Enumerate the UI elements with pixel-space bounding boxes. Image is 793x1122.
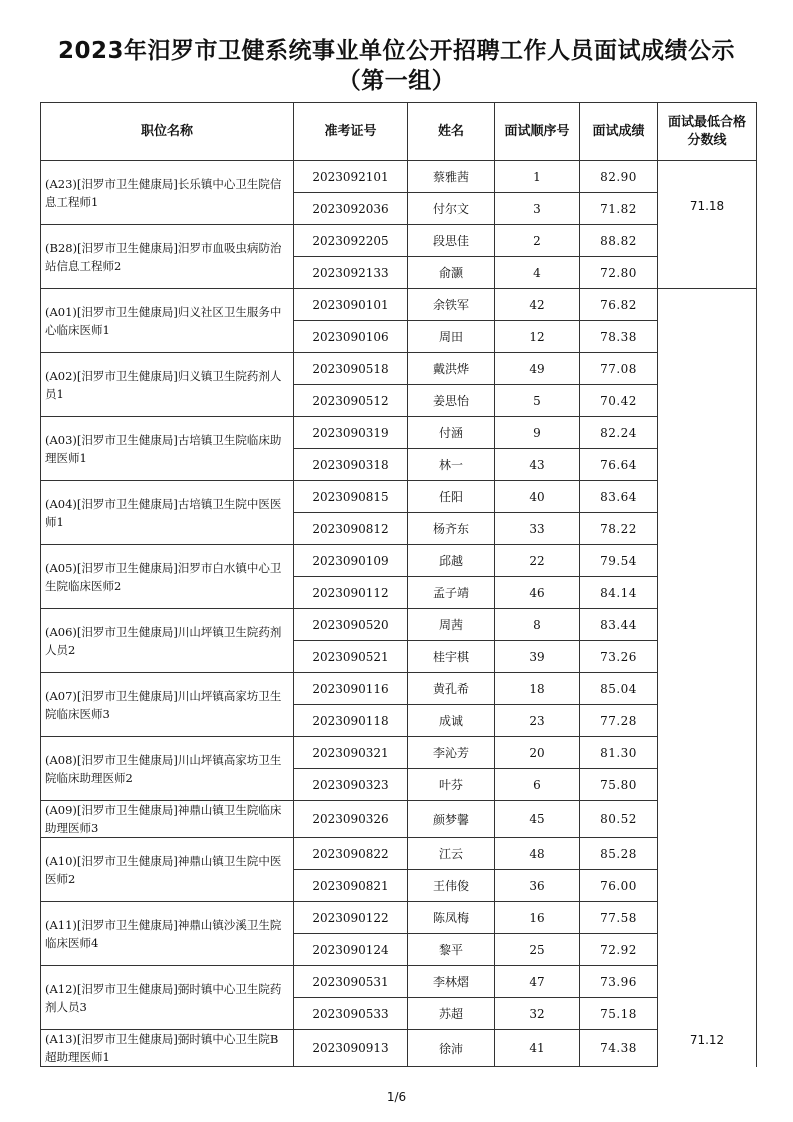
score-cell: 70.42	[580, 385, 658, 417]
order-cell: 36	[495, 870, 580, 902]
header-order: 面试顺序号	[495, 103, 580, 161]
name-cell: 黎平	[408, 934, 495, 966]
exam-no-cell: 2023090326	[294, 801, 408, 838]
name-cell: 任阳	[408, 481, 495, 513]
exam-no-cell: 2023090118	[294, 705, 408, 737]
order-cell: 48	[495, 838, 580, 870]
name-cell: 周田	[408, 321, 495, 353]
table-row	[41, 417, 757, 449]
exam-no-cell: 2023090521	[294, 641, 408, 673]
score-cell: 79.54	[580, 545, 658, 577]
name-cell: 邱越	[408, 545, 495, 577]
min-score-cell: 71.12	[658, 289, 757, 1067]
name-cell: 付涵	[408, 417, 495, 449]
score-cell: 85.28	[580, 838, 658, 870]
exam-no-cell: 2023090821	[294, 870, 408, 902]
table-row	[41, 673, 757, 705]
table-row	[41, 481, 757, 513]
score-cell: 73.96	[580, 966, 658, 998]
order-cell: 23	[495, 705, 580, 737]
name-cell: 姜思怡	[408, 385, 495, 417]
exam-no-cell: 2023090531	[294, 966, 408, 998]
position-cell: (A09)[汨罗市卫生健康局]神鼎山镇卫生院临床助理医师3	[41, 801, 294, 838]
exam-no-cell: 2023090323	[294, 769, 408, 801]
header-exam-no: 准考证号	[294, 103, 408, 161]
table-body	[41, 161, 757, 1067]
score-cell: 78.22	[580, 513, 658, 545]
order-cell: 45	[495, 801, 580, 838]
score-cell: 76.64	[580, 449, 658, 481]
name-cell: 段思佳	[408, 225, 495, 257]
header-score: 面试成绩	[580, 103, 658, 161]
exam-no-cell: 2023090815	[294, 481, 408, 513]
order-cell: 5	[495, 385, 580, 417]
table-row	[41, 353, 757, 385]
exam-no-cell: 2023090812	[294, 513, 408, 545]
order-cell: 49	[495, 353, 580, 385]
exam-no-cell: 2023092101	[294, 161, 408, 193]
position-cell: (A06)[汨罗市卫生健康局]川山坪镇卫生院药剂人员2	[41, 609, 294, 673]
page-number: 1/6	[386, 1090, 407, 1104]
name-cell: 桂宇棋	[408, 641, 495, 673]
position-cell: (A12)[汨罗市卫生健康局]弼时镇中心卫生院药剂人员3	[41, 966, 294, 1030]
min-score-cell: 71.18	[658, 161, 757, 289]
table-row	[41, 289, 757, 321]
order-cell: 16	[495, 902, 580, 934]
header-min-score: 面试最低合格分数线	[658, 103, 757, 161]
order-cell: 18	[495, 673, 580, 705]
name-cell: 黄孔希	[408, 673, 495, 705]
name-cell: 颜梦馨	[408, 801, 495, 838]
exam-no-cell: 2023090101	[294, 289, 408, 321]
order-cell: 46	[495, 577, 580, 609]
exam-no-cell: 2023090321	[294, 737, 408, 769]
name-cell: 苏超	[408, 998, 495, 1030]
page-title: 2023年汨罗市卫健系统事业单位公开招聘工作人员面试成绩公示	[57, 38, 735, 64]
exam-no-cell: 2023090106	[294, 321, 408, 353]
name-cell: 戴洪烨	[408, 353, 495, 385]
exam-no-cell: 2023090319	[294, 417, 408, 449]
name-cell: 俞灏	[408, 257, 495, 289]
table-row	[41, 1030, 757, 1067]
header-row	[41, 103, 757, 161]
order-cell: 20	[495, 737, 580, 769]
order-cell: 41	[495, 1030, 580, 1067]
order-cell: 3	[495, 193, 580, 225]
score-cell: 75.18	[580, 998, 658, 1030]
position-cell: (A11)[汨罗市卫生健康局]神鼎山镇沙溪卫生院临床医师4	[41, 902, 294, 966]
order-cell: 32	[495, 998, 580, 1030]
exam-no-cell: 2023092133	[294, 257, 408, 289]
position-cell: (A03)[汨罗市卫生健康局]古培镇卫生院临床助理医师1	[41, 417, 294, 481]
table-row	[41, 609, 757, 641]
exam-no-cell: 2023092036	[294, 193, 408, 225]
name-cell: 叶芬	[408, 769, 495, 801]
exam-no-cell: 2023090124	[294, 934, 408, 966]
name-cell: 杨齐东	[408, 513, 495, 545]
score-cell: 83.44	[580, 609, 658, 641]
name-cell: 蔡雅茜	[408, 161, 495, 193]
table-row	[41, 225, 757, 257]
header-position: 职位名称	[41, 103, 294, 161]
name-cell: 王伟俊	[408, 870, 495, 902]
score-cell: 72.92	[580, 934, 658, 966]
score-cell: 72.80	[580, 257, 658, 289]
name-cell: 成诚	[408, 705, 495, 737]
score-cell: 73.26	[580, 641, 658, 673]
position-cell: (A01)[汨罗市卫生健康局]归义社区卫生服务中心临床医师1	[41, 289, 294, 353]
score-cell: 78.38	[580, 321, 658, 353]
exam-no-cell: 2023090122	[294, 902, 408, 934]
name-cell: 付尔文	[408, 193, 495, 225]
order-cell: 6	[495, 769, 580, 801]
name-cell: 孟子靖	[408, 577, 495, 609]
score-cell: 80.52	[580, 801, 658, 838]
score-cell: 82.24	[580, 417, 658, 449]
position-cell: (A10)[汨罗市卫生健康局]神鼎山镇卫生院中医医师2	[41, 838, 294, 902]
header-name: 姓名	[408, 103, 495, 161]
results-table	[40, 102, 757, 1067]
position-cell: (A08)[汨罗市卫生健康局]川山坪镇高家坊卫生院临床助理医师2	[41, 737, 294, 801]
table-row	[41, 801, 757, 838]
exam-no-cell: 2023090518	[294, 353, 408, 385]
name-cell: 林一	[408, 449, 495, 481]
order-cell: 1	[495, 161, 580, 193]
score-cell: 83.64	[580, 481, 658, 513]
name-cell: 江云	[408, 838, 495, 870]
position-cell: (A05)[汨罗市卫生健康局]汨罗市白水镇中心卫生院临床医师2	[41, 545, 294, 609]
order-cell: 42	[495, 289, 580, 321]
exam-no-cell: 2023090318	[294, 449, 408, 481]
order-cell: 39	[495, 641, 580, 673]
table-row	[41, 902, 757, 934]
table-row	[41, 737, 757, 769]
score-cell: 71.82	[580, 193, 658, 225]
score-cell: 77.28	[580, 705, 658, 737]
order-cell: 9	[495, 417, 580, 449]
exam-no-cell: 2023090533	[294, 998, 408, 1030]
score-cell: 82.90	[580, 161, 658, 193]
position-cell: (A07)[汨罗市卫生健康局]川山坪镇高家坊卫生院临床医师3	[41, 673, 294, 737]
exam-no-cell: 2023090822	[294, 838, 408, 870]
score-cell: 81.30	[580, 737, 658, 769]
exam-no-cell: 2023090112	[294, 577, 408, 609]
name-cell: 陈凤梅	[408, 902, 495, 934]
name-cell: 李沁芳	[408, 737, 495, 769]
position-cell: (B28)[汨罗市卫生健康局]汨罗市血吸虫病防治站信息工程师2	[41, 225, 294, 289]
name-cell: 周茜	[408, 609, 495, 641]
table-row	[41, 545, 757, 577]
page-subtitle: （第一组）	[337, 68, 456, 94]
order-cell: 33	[495, 513, 580, 545]
score-cell: 76.82	[580, 289, 658, 321]
score-cell: 75.80	[580, 769, 658, 801]
name-cell: 李林熠	[408, 966, 495, 998]
exam-no-cell: 2023092205	[294, 225, 408, 257]
order-cell: 47	[495, 966, 580, 998]
exam-no-cell: 2023090109	[294, 545, 408, 577]
exam-no-cell: 2023090512	[294, 385, 408, 417]
order-cell: 12	[495, 321, 580, 353]
exam-no-cell: 2023090116	[294, 673, 408, 705]
order-cell: 22	[495, 545, 580, 577]
score-cell: 77.58	[580, 902, 658, 934]
score-cell: 77.08	[580, 353, 658, 385]
exam-no-cell: 2023090913	[294, 1030, 408, 1067]
position-cell: (A02)[汨罗市卫生健康局]归义镇卫生院药剂人员1	[41, 353, 294, 417]
exam-no-cell: 2023090520	[294, 609, 408, 641]
order-cell: 40	[495, 481, 580, 513]
order-cell: 25	[495, 934, 580, 966]
score-cell: 74.38	[580, 1030, 658, 1067]
position-cell: (A04)[汨罗市卫生健康局]古培镇卫生院中医医师1	[41, 481, 294, 545]
score-cell: 76.00	[580, 870, 658, 902]
score-cell: 88.82	[580, 225, 658, 257]
name-cell: 余铁军	[408, 289, 495, 321]
position-cell: (A23)[汨罗市卫生健康局]长乐镇中心卫生院信息工程师1	[41, 161, 294, 225]
score-cell: 85.04	[580, 673, 658, 705]
order-cell: 43	[495, 449, 580, 481]
order-cell: 4	[495, 257, 580, 289]
name-cell: 徐沛	[408, 1030, 495, 1067]
table-row	[41, 161, 757, 193]
score-cell: 84.14	[580, 577, 658, 609]
position-cell: (A13)[汨罗市卫生健康局]弼时镇中心卫生院B超助理医师1	[41, 1030, 294, 1067]
table-row	[41, 966, 757, 998]
table-row	[41, 838, 757, 870]
order-cell: 8	[495, 609, 580, 641]
order-cell: 2	[495, 225, 580, 257]
